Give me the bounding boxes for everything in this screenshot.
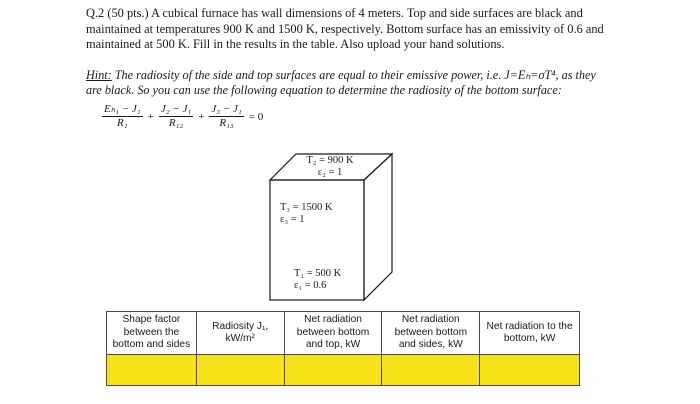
results-table [106, 311, 580, 386]
bottom-emissivity: ε₁ = 0.6 [294, 280, 327, 291]
top-temperature: T₂ = 900 K [306, 155, 354, 166]
answer-net-to-bottom-cell[interactable] [480, 355, 580, 386]
side-temperature: T₃ = 1500 K [280, 202, 333, 213]
header-radiosity: Radiosity J₁, kW/m² [196, 312, 284, 355]
equation-term-2 [159, 103, 193, 130]
side-surface-label [280, 202, 350, 226]
answer-radiosity-cell[interactable] [196, 355, 284, 386]
answer-shape-factor-cell[interactable] [107, 355, 197, 386]
side-emissivity: ε₃ = 1 [280, 214, 305, 225]
term2-denominator: R₁₂ [168, 117, 184, 129]
equals-zero: = 0 [248, 110, 264, 123]
term3-denominator: R₁₃ [219, 117, 234, 129]
bottom-surface-label [294, 268, 360, 292]
table-header-row [107, 312, 580, 355]
question-text: Q.2 (50 pts.) A cubical furnace has wall dimensions of 4 meters. Top and side surfaces are black and maintained at temperatures 900 K and 1500 K, respectively. Bottom surface has an emissivity of 0.6 and maintained at 500 K. Fill in the results in the table. Also upload your hand solutions. [86, 6, 604, 51]
term1-denominator: R₁ [117, 117, 128, 129]
cube-side-face [364, 154, 392, 300]
hint-paragraph [86, 68, 606, 98]
hint-text: The radiosity of the side and top surfaces are equal to their emissive power, i.e. J=Eₕ=σT⁴, as they are black. So you can use the following equation to determine the radiosity of the bottom surface: [86, 68, 596, 97]
top-surface-label [298, 155, 362, 179]
plus-sign: + [147, 110, 154, 123]
answer-net-bottom-top-cell[interactable] [284, 355, 382, 386]
hint-label: Hint: [86, 68, 112, 82]
term3-numerator: J₃ − J₁ [211, 103, 242, 115]
equation-term-1 [102, 103, 143, 130]
header-net-bottom-top: Net radiation between bottom and top, kW [284, 312, 382, 355]
top-emissivity: ε₂ = 1 [317, 167, 343, 178]
answer-net-bottom-sides-cell[interactable] [382, 355, 480, 386]
bottom-temperature: T₁ = 500 K [294, 268, 342, 279]
table-answer-row [107, 355, 580, 386]
header-net-bottom-sides: Net radiation between bottom and sides, kW [382, 312, 480, 355]
header-net-to-bottom: Net radiation to the bottom, kW [480, 312, 580, 355]
term1-numerator: Eₕ₁ − J₁ [104, 103, 141, 115]
plus-sign: + [198, 110, 205, 123]
radiosity-equation [100, 103, 266, 130]
term2-numerator: J₂ − J₁ [160, 103, 192, 115]
equation-term-3 [209, 103, 243, 130]
header-shape-factor: Shape factor between the bottom and sides [107, 312, 197, 355]
cube-diagram [268, 152, 394, 302]
